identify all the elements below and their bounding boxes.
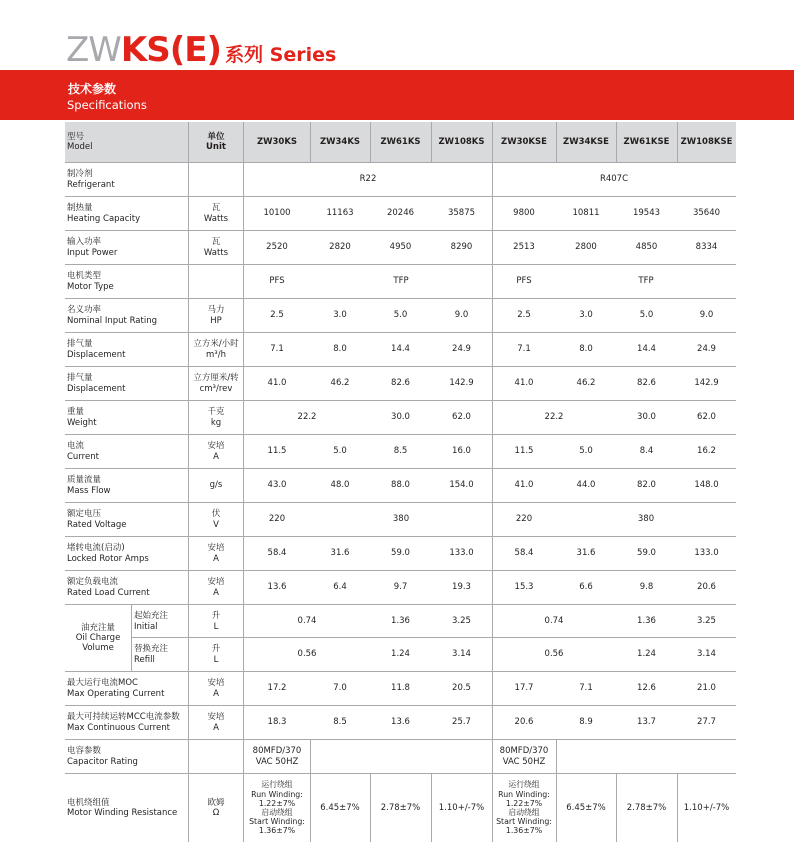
rated-voltage-row: [65, 503, 736, 537]
column-divider: [616, 122, 617, 162]
value-cell: 11163: [326, 208, 354, 219]
value-cell: R407C: [599, 174, 629, 185]
column-divider: [556, 122, 557, 162]
unit-text: 瓦 Watts: [203, 237, 229, 258]
value-cell: 1.24: [391, 649, 410, 660]
value-cell: 220: [268, 514, 286, 525]
value-cell: 1.24: [637, 649, 656, 660]
unit-text: 升 L: [211, 611, 221, 632]
value-cell: 35640: [692, 208, 721, 219]
row-label: [65, 774, 188, 842]
unit-text: 立方米/小时 m³/h: [193, 339, 239, 360]
value-cell: 0.74: [297, 616, 317, 627]
value-cell: 11.5: [267, 446, 287, 457]
unit-text: 千克 kg: [207, 407, 225, 428]
value-cell: 142.9: [694, 378, 719, 389]
value-cell: 3.25: [697, 616, 716, 627]
value-cell: 14.4: [391, 344, 410, 355]
column-divider: [492, 503, 493, 536]
value-cell: 31.6: [330, 548, 350, 559]
row-label: [65, 122, 188, 162]
value-cell: 43.0: [267, 480, 287, 491]
model-header: ZW34KS: [319, 136, 361, 147]
capacitor-value: 80MFD/370 VAC 50HZ: [499, 746, 549, 767]
column-divider: [310, 774, 311, 842]
column-divider: [431, 122, 432, 162]
column-divider: [492, 469, 493, 502]
value-cell: 3.0: [333, 310, 347, 321]
column-divider: [677, 122, 678, 162]
value-cell: 24.9: [452, 344, 471, 355]
value-cell: 35875: [447, 208, 476, 219]
value-cell: 2.5: [270, 310, 284, 321]
column-divider: [492, 367, 493, 400]
model-header: ZW61KSE: [623, 136, 670, 147]
value-cell: 82.6: [637, 378, 656, 389]
row-label-text: 制冷剂 Refrigerant: [67, 169, 115, 190]
max-operating-current-row: [65, 672, 736, 706]
row-label: [65, 231, 188, 264]
value-cell: 1.10+/-7%: [683, 802, 730, 813]
column-divider: [431, 774, 432, 842]
row-label-text: 额定负载电流 Rated Load Current: [67, 577, 150, 598]
value-cell: 27.7: [697, 717, 716, 728]
value-cell: TFP: [638, 276, 654, 287]
unit-cell: [188, 571, 244, 604]
unit-cell: [188, 740, 244, 773]
column-divider: [492, 740, 493, 773]
value-cell: 7.1: [517, 344, 531, 355]
unit-text: 安培 A: [207, 577, 225, 598]
row-label-text: 排气量 Displacement: [67, 373, 126, 394]
column-divider: [310, 122, 311, 162]
row-label: [65, 333, 188, 366]
banner-title-en: Specifications: [67, 98, 147, 112]
row-label: [65, 469, 188, 502]
oil-refill-label: [131, 638, 188, 671]
value-cell: 20246: [386, 208, 415, 219]
row-label: [65, 571, 188, 604]
value-cell: 58.4: [514, 548, 534, 559]
model-header: ZW108KSE: [680, 136, 733, 147]
row-label-text: 排气量 Displacement: [67, 339, 126, 360]
title-series: 系列 Series: [225, 44, 337, 66]
value-cell: 133.0: [449, 548, 474, 559]
oil-refill-cells: [65, 638, 736, 671]
nominal-rating-row: [65, 299, 736, 333]
value-cell: 24.9: [697, 344, 716, 355]
unit-cell: [188, 333, 244, 366]
value-cell: 7.1: [579, 683, 593, 694]
title-model: KS(E): [120, 30, 222, 70]
unit-text: 单位 Unit: [206, 131, 226, 152]
value-cell: 14.4: [637, 344, 656, 355]
value-cell: 2.5: [517, 310, 531, 321]
specifications-table: [65, 122, 736, 842]
row-label: [65, 163, 188, 196]
unit-cell: [188, 469, 244, 502]
unit-cell: [188, 163, 244, 196]
value-cell: 154.0: [449, 480, 474, 491]
value-cell: 2520: [266, 242, 288, 253]
value-cell: 9.7: [393, 582, 408, 593]
unit-cell: [188, 265, 244, 298]
unit-cell: [188, 537, 244, 570]
value-cell: 8.4: [639, 446, 654, 457]
unit-cell: [188, 231, 244, 264]
value-cell: 44.0: [576, 480, 596, 491]
unit-cell: [188, 435, 244, 468]
value-cell: 41.0: [514, 378, 534, 389]
column-divider: [556, 740, 557, 773]
row-label: [65, 299, 188, 332]
column-divider: [492, 122, 493, 162]
value-cell: 13.6: [391, 717, 410, 728]
column-divider: [492, 672, 493, 705]
value-cell: 46.2: [576, 378, 596, 389]
value-cell: 2.78±7%: [626, 802, 667, 813]
value-cell: TFP: [393, 276, 409, 287]
model-header: ZW108KS: [438, 136, 485, 147]
value-cell: 380: [392, 514, 410, 525]
value-cell: R22: [359, 174, 377, 185]
value-cell: 46.2: [330, 378, 350, 389]
value-cell: 4850: [635, 242, 658, 253]
value-cell: 7.1: [270, 344, 284, 355]
column-divider: [492, 605, 493, 638]
column-divider: [616, 774, 617, 842]
value-cell: 16.2: [697, 446, 716, 457]
winding-run-start-value: 运行绕组 Run Winding: 1.22±7% 启动绕组 Start Winding: 1.36±7%: [249, 780, 305, 836]
column-divider: [492, 231, 493, 264]
unit-text: 安培 A: [207, 543, 225, 564]
model-header: ZW61KS: [380, 136, 421, 147]
column-divider: [310, 740, 311, 773]
column-divider: [492, 265, 493, 298]
value-cell: 31.6: [576, 548, 596, 559]
unit-cell: [188, 401, 244, 434]
value-cell: 7.0: [333, 683, 347, 694]
value-cell: 1.36: [391, 616, 410, 627]
value-cell: 6.45±7%: [320, 802, 360, 813]
row-label-text: 电机类型 Motor Type: [67, 271, 114, 292]
heating-capacity-row: [65, 197, 736, 231]
value-cell: 20.6: [697, 582, 716, 593]
value-cell: 5.0: [639, 310, 654, 321]
value-cell: 10811: [572, 208, 600, 219]
unit-text: 安培 A: [207, 712, 225, 733]
unit-cell: [188, 706, 244, 739]
series-title: [66, 30, 336, 70]
capacitor-value: 80MFD/370 VAC 50HZ: [252, 746, 302, 767]
value-cell: 2820: [329, 242, 351, 253]
row-label: [65, 401, 188, 434]
value-cell: 15.3: [514, 582, 534, 593]
column-divider: [492, 638, 493, 671]
row-label: [65, 265, 188, 298]
row-label: [65, 537, 188, 570]
unit-text: 欧姆 Ω: [207, 797, 225, 818]
unit-cell: [188, 774, 244, 842]
row-label-text: 额定电压 Rated Voltage: [67, 509, 127, 530]
unit-text: 立方厘米/转 cm³/rev: [193, 373, 239, 394]
value-cell: 220: [515, 514, 533, 525]
value-cell: 2800: [575, 242, 597, 253]
column-divider: [492, 774, 493, 842]
value-cell: 0.56: [297, 649, 317, 660]
displacement-cm3-row: [65, 367, 736, 401]
input-power-row: [65, 231, 736, 265]
unit-cell: [188, 672, 244, 705]
column-divider: [492, 299, 493, 332]
winding-run-start-value: 运行绕组 Run Winding: 1.22±7% 启动绕组 Start Winding: 1.36±7%: [496, 780, 552, 836]
value-cell: 58.4: [267, 548, 287, 559]
current-row: [65, 435, 736, 469]
column-divider: [492, 537, 493, 570]
row-label: [65, 740, 188, 773]
row-label-text: 堵转电流(启动) Locked Rotor Amps: [67, 543, 149, 564]
value-cell: 41.0: [267, 378, 287, 389]
row-label: [65, 197, 188, 230]
value-cell: 133.0: [694, 548, 719, 559]
unit-cell: [188, 122, 244, 162]
unit-text: 马力 HP: [207, 305, 225, 326]
unit-cell: [188, 503, 244, 536]
value-cell: 1.36: [637, 616, 656, 627]
row-label: [65, 706, 188, 739]
value-cell: 5.0: [579, 446, 593, 457]
value-cell: 8.0: [579, 344, 593, 355]
unit-text: g/s: [209, 480, 223, 491]
value-cell: 19543: [632, 208, 661, 219]
row-label-text: 电机绕组值 Motor Winding Resistance: [67, 797, 178, 818]
value-cell: 1.10+/-7%: [438, 802, 485, 813]
value-cell: 12.6: [637, 683, 656, 694]
oil-initial-cells: [65, 605, 736, 638]
column-divider: [556, 774, 557, 842]
unit-cell: [188, 638, 244, 671]
row-label-text: 重量 Weight: [67, 407, 97, 428]
row-label-text: 电流 Current: [67, 441, 99, 462]
mass-flow-row: [65, 469, 736, 503]
value-cell: 11.5: [514, 446, 534, 457]
value-cell: 11.8: [391, 683, 410, 694]
value-cell: 142.9: [449, 378, 474, 389]
value-cell: 3.14: [452, 649, 471, 660]
oil-sub-label-text: 起始充注 Initial: [134, 611, 169, 632]
value-cell: 0.56: [544, 649, 564, 660]
column-divider: [492, 571, 493, 604]
value-cell: 59.0: [637, 548, 656, 559]
oil-charge-group: [65, 605, 736, 672]
max-continuous-current-row: [65, 706, 736, 740]
oil-charge-text: 油充注量 Oil Charge Volume: [75, 622, 121, 654]
value-cell: 22.2: [544, 412, 564, 423]
value-cell: 5.0: [333, 446, 347, 457]
column-divider: [492, 401, 493, 434]
value-cell: 16.0: [452, 446, 471, 457]
row-label: [65, 503, 188, 536]
row-label-text: 质量流量 Mass Flow: [67, 475, 111, 496]
unit-cell: [188, 197, 244, 230]
value-cell: 8.5: [393, 446, 408, 457]
value-cell: 5.0: [393, 310, 408, 321]
locked-rotor-row: [65, 537, 736, 571]
value-cell: 8.9: [579, 717, 593, 728]
table-header: [65, 122, 736, 163]
column-divider: [370, 774, 371, 842]
value-cell: 21.0: [697, 683, 716, 694]
value-cell: 62.0: [452, 412, 471, 423]
value-cell: 10100: [263, 208, 291, 219]
row-label-text: 最大可持续运转MCC电流参数 Max Continuous Current: [67, 712, 180, 733]
unit-text: 安培 A: [207, 441, 225, 462]
model-header: ZW30KS: [256, 136, 298, 147]
model-header: ZW30KSE: [501, 136, 547, 147]
row-label-text: 电容参数 Capacitor Rating: [67, 746, 138, 767]
value-cell: 9.0: [699, 310, 714, 321]
title-prefix: ZW: [66, 30, 121, 70]
value-cell: 41.0: [514, 480, 534, 491]
value-cell: 17.2: [267, 683, 287, 694]
column-divider: [677, 774, 678, 842]
row-label-text: 最大运行电流MOC Max Operating Current: [67, 678, 165, 699]
value-cell: 380: [637, 514, 655, 525]
value-cell: 8290: [450, 242, 473, 253]
value-cell: 25.7: [452, 717, 471, 728]
row-label: [65, 672, 188, 705]
model-header: ZW34KSE: [563, 136, 609, 147]
unit-text: 升 L: [211, 644, 221, 665]
row-label: [65, 435, 188, 468]
banner-title-cn: 技术参数: [68, 82, 117, 96]
value-cell: 48.0: [330, 480, 350, 491]
unit-text: 瓦 Watts: [203, 203, 229, 224]
value-cell: 148.0: [694, 480, 719, 491]
value-cell: 17.7: [514, 683, 534, 694]
value-cell: 20.5: [452, 683, 471, 694]
value-cell: 82.6: [391, 378, 410, 389]
unit-cell: [188, 605, 244, 638]
row-label-text: 制热量 Heating Capacity: [67, 203, 141, 224]
value-cell: 3.0: [579, 310, 593, 321]
value-cell: 59.0: [391, 548, 410, 559]
specifications-banner: [0, 70, 794, 120]
column-divider: [492, 163, 493, 196]
value-cell: 0.74: [544, 616, 564, 627]
value-cell: 4950: [389, 242, 412, 253]
column-divider: [492, 197, 493, 230]
value-cell: 30.0: [391, 412, 410, 423]
value-cell: 8.5: [333, 717, 347, 728]
value-cell: PFS: [516, 276, 532, 287]
column-divider: [492, 706, 493, 739]
value-cell: 20.6: [514, 717, 534, 728]
value-cell: 2513: [513, 242, 535, 253]
rated-load-row: [65, 571, 736, 605]
value-cell: 18.3: [267, 717, 287, 728]
row-label: [65, 367, 188, 400]
motor-type-row: [65, 265, 736, 299]
value-cell: 9800: [513, 208, 535, 219]
capacitor-rating-row: [65, 740, 736, 774]
column-divider: [370, 122, 371, 162]
value-cell: 22.2: [297, 412, 317, 423]
value-cell: 13.6: [267, 582, 287, 593]
weight-row: [65, 401, 736, 435]
unit-cell: [188, 367, 244, 400]
unit-text: 伏 V: [211, 509, 221, 530]
motor-winding-row: [65, 774, 736, 842]
value-cell: 19.3: [452, 582, 471, 593]
oil-sub-label-text: 替换充注 Refill: [134, 644, 169, 665]
value-cell: 2.78±7%: [380, 802, 421, 813]
value-cell: 6.45±7%: [566, 802, 606, 813]
unit-text: 安培 A: [207, 678, 225, 699]
column-divider: [492, 435, 493, 468]
displacement-m3h-row: [65, 333, 736, 367]
value-cell: 62.0: [697, 412, 716, 423]
value-cell: 3.14: [697, 649, 716, 660]
column-divider: [492, 333, 493, 366]
unit-cell: [188, 299, 244, 332]
value-cell: 9.0: [454, 310, 469, 321]
value-cell: 82.0: [637, 480, 656, 491]
value-cell: 9.8: [639, 582, 654, 593]
value-cell: 8.0: [333, 344, 347, 355]
row-label-text: 型号 Model: [67, 131, 93, 152]
value-cell: 30.0: [637, 412, 656, 423]
value-cell: 13.7: [637, 717, 656, 728]
value-cell: 6.4: [333, 582, 347, 593]
value-cell: 6.6: [579, 582, 593, 593]
value-cell: PFS: [269, 276, 285, 287]
oil-initial-label: [131, 605, 188, 638]
refrigerant-row: [65, 163, 736, 197]
value-cell: 3.25: [452, 616, 471, 627]
value-cell: 88.0: [391, 480, 410, 491]
row-label-text: 名义功率 Nominal Input Rating: [67, 305, 157, 326]
value-cell: 8334: [695, 242, 718, 253]
row-label-text: 输入功率 Input Power: [67, 237, 118, 258]
